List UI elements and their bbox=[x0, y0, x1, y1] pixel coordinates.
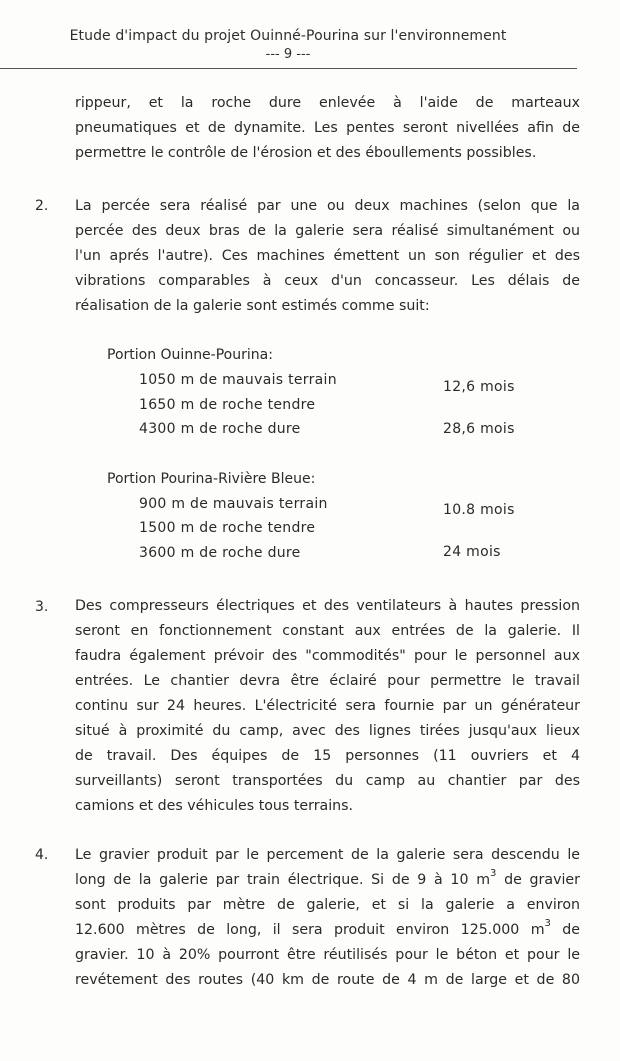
text-line: Des compresseurs électriques et des ventilateurs à hautes pression bbox=[75, 598, 580, 614]
text-line: percée des deux bras de la galerie sera réalisé simultanément ou bbox=[75, 223, 580, 239]
text-line: situé à proximité du camp, avec des lignes tirées jusqu'aux lieux bbox=[75, 723, 580, 739]
portion-row-duration: 10.8 mois bbox=[443, 502, 515, 518]
superscript: 3 bbox=[544, 918, 551, 930]
text-line-with-superscript bbox=[75, 868, 580, 893]
portion-row-duration: 12,6 mois bbox=[443, 379, 515, 395]
portion-row-duration: 28,6 mois bbox=[443, 421, 515, 437]
header-title: Etude d'impact du projet Ouinné-Pourina sur l'environnement bbox=[69, 28, 507, 44]
text-line: gravier. 10 à 20% pourront être réutilisés pour le béton et pour le bbox=[75, 947, 580, 963]
page-number: --- 9 --- bbox=[265, 47, 311, 62]
portion-row-item: 1650 m de roche tendre bbox=[139, 397, 316, 413]
portion-title: Portion Pourina-Rivière Bleue: bbox=[107, 471, 316, 487]
text-line: La percée sera réalisé par une ou deux machines (selon que la bbox=[75, 198, 580, 214]
text-line: seront en fonctionnement constant aux entrées de la galerie. Il bbox=[75, 623, 580, 639]
text-line: entrées. Le chantier devra être éclairé pour permettre le travail bbox=[75, 673, 580, 689]
header-rule bbox=[0, 68, 577, 69]
text-line: vibrations comparables à ceux d'un concasseur. Les délais de bbox=[75, 273, 580, 289]
text-fragment: long de la galerie par train électrique. Si de 9 à 10 m bbox=[75, 872, 491, 888]
portion-row-duration: 24 mois bbox=[443, 544, 501, 560]
text-line: Le gravier produit par le percement de la galerie sera descendu le bbox=[75, 847, 580, 863]
text-line: pneumatiques et de dynamite. Les pentes seront nivellées afin de bbox=[75, 120, 580, 136]
item-number: 2. bbox=[35, 198, 49, 214]
text-fragment: de gravier bbox=[504, 872, 580, 888]
text-line: l'un aprés l'autre). Ces machines émettent un son régulier et des bbox=[75, 248, 580, 264]
text-line: sont produits par mètre de galerie, et si la galerie a environ bbox=[75, 897, 580, 913]
superscript: 3 bbox=[490, 868, 497, 880]
text-line: surveillants) seront transportées du camp au chantier par des bbox=[75, 773, 580, 789]
portion-row-item: 4300 m de roche dure bbox=[139, 421, 301, 437]
intro-paragraph bbox=[75, 91, 580, 166]
portion-row-item: 900 m de mauvais terrain bbox=[139, 496, 328, 512]
text-line: réalisation de la galerie sont estimés comme suit: bbox=[75, 298, 430, 314]
item-number: 3. bbox=[35, 599, 49, 615]
text-fragment: 12.600 mètres de long, il sera produit environ 125.000 m bbox=[75, 922, 545, 938]
text-line: rippeur, et la roche dure enlevée à l'aide de marteaux bbox=[75, 95, 580, 111]
portion-row-item: 1500 m de roche tendre bbox=[139, 520, 316, 536]
text-line: de travail. Des équipes de 15 personnes (11 ouvriers et 4 bbox=[75, 748, 580, 764]
item-number: 4. bbox=[35, 847, 49, 863]
portion-title: Portion Ouinne-Pourina: bbox=[107, 347, 273, 363]
text-line: revétement des routes (40 km de route de 4 m de large et de 80 bbox=[75, 972, 580, 988]
item-4-paragraph bbox=[75, 843, 580, 993]
text-line-with-superscript bbox=[75, 918, 580, 943]
portion-row-item: 3600 m de roche dure bbox=[139, 545, 301, 561]
text-line: continu sur 24 heures. L'électricité sera fournie par un générateur bbox=[75, 698, 580, 714]
text-line: faudra également prévoir des "commodités" pour le personnel aux bbox=[75, 648, 580, 664]
text-line: camions et des véhicules tous terrains. bbox=[75, 798, 354, 814]
item-2-paragraph bbox=[75, 194, 580, 319]
text-fragment: de bbox=[562, 922, 581, 938]
text-line: permettre le contrôle de l'érosion et des éboullements possibles. bbox=[75, 145, 537, 161]
item-3-paragraph bbox=[75, 594, 580, 819]
portion-row-item: 1050 m de mauvais terrain bbox=[139, 372, 337, 388]
